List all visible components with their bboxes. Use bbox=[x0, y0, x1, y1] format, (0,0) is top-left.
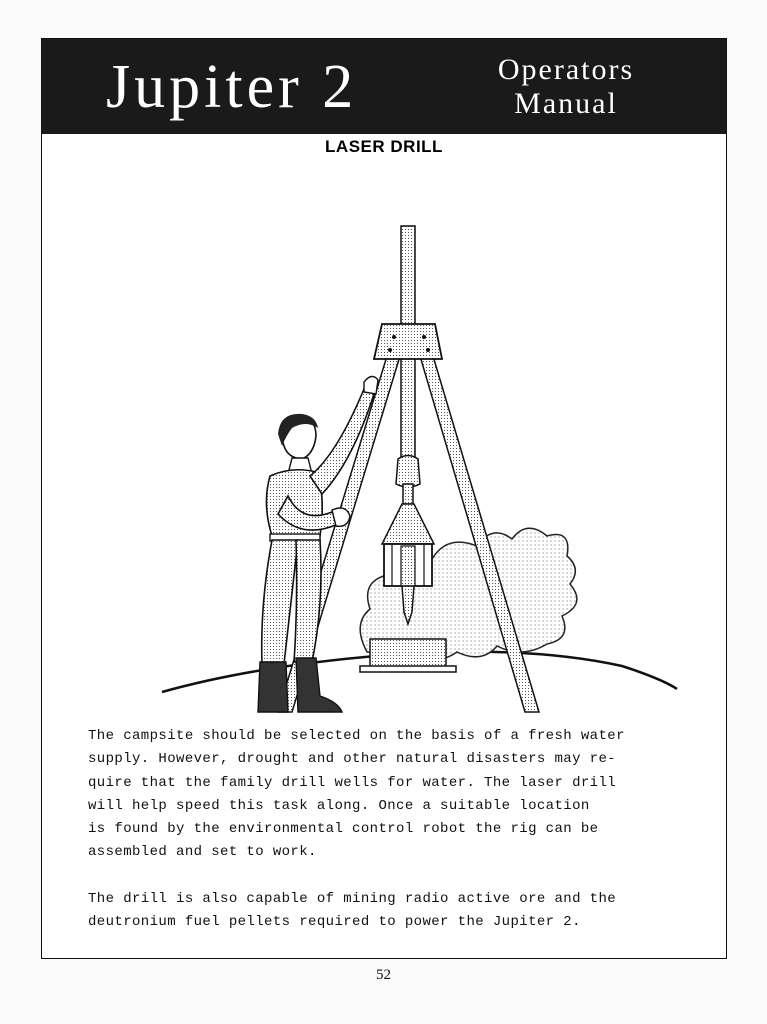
tripod-head bbox=[374, 324, 442, 359]
header-subtitle-line2: Manual bbox=[514, 87, 618, 120]
laser-drill-illustration bbox=[102, 184, 682, 714]
body-paragraph-2: The drill is also capable of mining radio active ore and the deutronium fuel pellets required to power the Jupiter 2. bbox=[88, 890, 617, 931]
well-base bbox=[370, 639, 446, 669]
manual-header bbox=[42, 39, 726, 134]
body-text bbox=[88, 725, 688, 957]
drill-cone bbox=[382, 504, 434, 544]
drill-coupling bbox=[396, 456, 420, 488]
header-title: Jupiter 2 bbox=[106, 53, 358, 121]
header-subtitle bbox=[480, 53, 652, 121]
section-title: LASER DRILL bbox=[325, 137, 443, 156]
page-frame bbox=[41, 38, 727, 959]
header-subtitle-line1: Operators bbox=[497, 53, 635, 86]
page-number: 52 bbox=[376, 967, 391, 983]
body-paragraph-1: The campsite should be selected on the basis of a fresh water supply. However, drought and other natural disasters may re- quire that the family drill wells for water. The laser drill will help speed this task along. Once a suitable location is found by the environmental control robot the rig can be assembled and set to work. bbox=[88, 728, 625, 861]
